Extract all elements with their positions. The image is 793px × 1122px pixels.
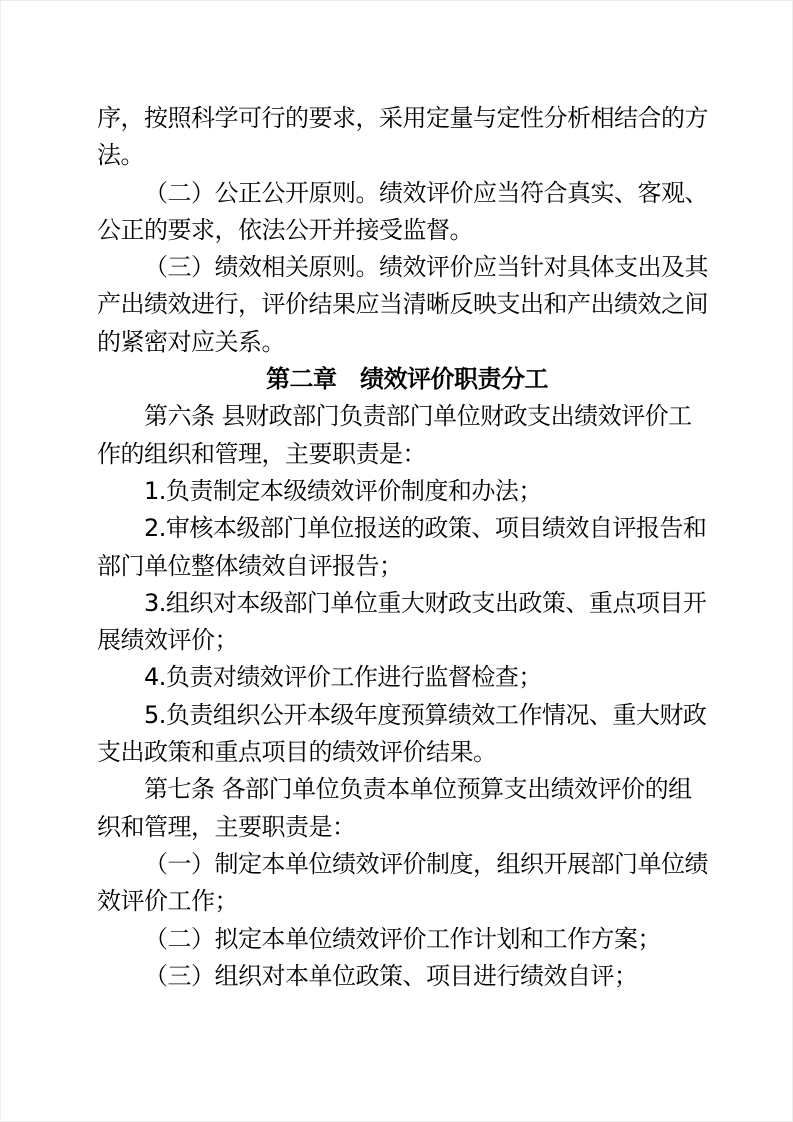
document-line: 部门单位整体绩效自评报告； <box>97 551 403 580</box>
document-line: 序，按照科学可行的要求，采用定量与定性分析相结合的方 <box>97 104 708 132</box>
document-line: 5.负责组织公开本级年度预算绩效工作情况、重大财政 <box>144 700 707 729</box>
document-line: 1.负责制定本级绩效评价制度和办法； <box>144 476 542 505</box>
document-line: 效评价工作； <box>97 887 238 916</box>
document-line: 第七条 各部门单位负责本单位预算支出绩效评价的组 <box>144 775 692 804</box>
document-line: 支出政策和重点项目的绩效评价结果。 <box>97 738 497 767</box>
chapter-heading: 第二章 绩效评价职责分工 <box>266 365 548 394</box>
document-line: （三）组织对本单位政策、项目进行绩效自评； <box>144 961 638 990</box>
document-line: （一）制定本单位绩效评价制度，组织开展部门单位绩 <box>144 849 708 878</box>
document-line: 3.组织对本级部门单位重大财政支出政策、重点项目开 <box>144 588 707 617</box>
document-line: 作的组织和管理，主要职责是： <box>97 439 426 468</box>
document-line: 公正的要求，依法公开并接受监督。 <box>97 215 473 244</box>
document-line: 展绩效评价； <box>97 626 238 655</box>
document-line: 织和管理，主要职责是： <box>97 812 356 841</box>
document-line: 4.负责对绩效评价工作进行监督检查； <box>144 663 542 692</box>
document-line: 产出绩效进行，评价结果应当清晰反映支出和产出绩效之间 <box>97 290 708 319</box>
document-line: （二）公正公开原则。绩效评价应当符合真实、客观、 <box>144 178 708 207</box>
document-line: 2.审核本级部门单位报送的政策、项目绩效自评报告和 <box>144 514 707 543</box>
document-line: 的紧密对应关系。 <box>97 327 285 356</box>
document-line: 法。 <box>97 141 144 170</box>
document-line: （二）拟定本单位绩效评价工作计划和工作方案； <box>144 924 661 953</box>
document-body <box>97 100 717 995</box>
document-line: （三）绩效相关原则。绩效评价应当针对具体支出及其 <box>144 253 708 282</box>
document-line: 第六条 县财政部门负责部门单位财政支出绩效评价工 <box>144 402 692 431</box>
